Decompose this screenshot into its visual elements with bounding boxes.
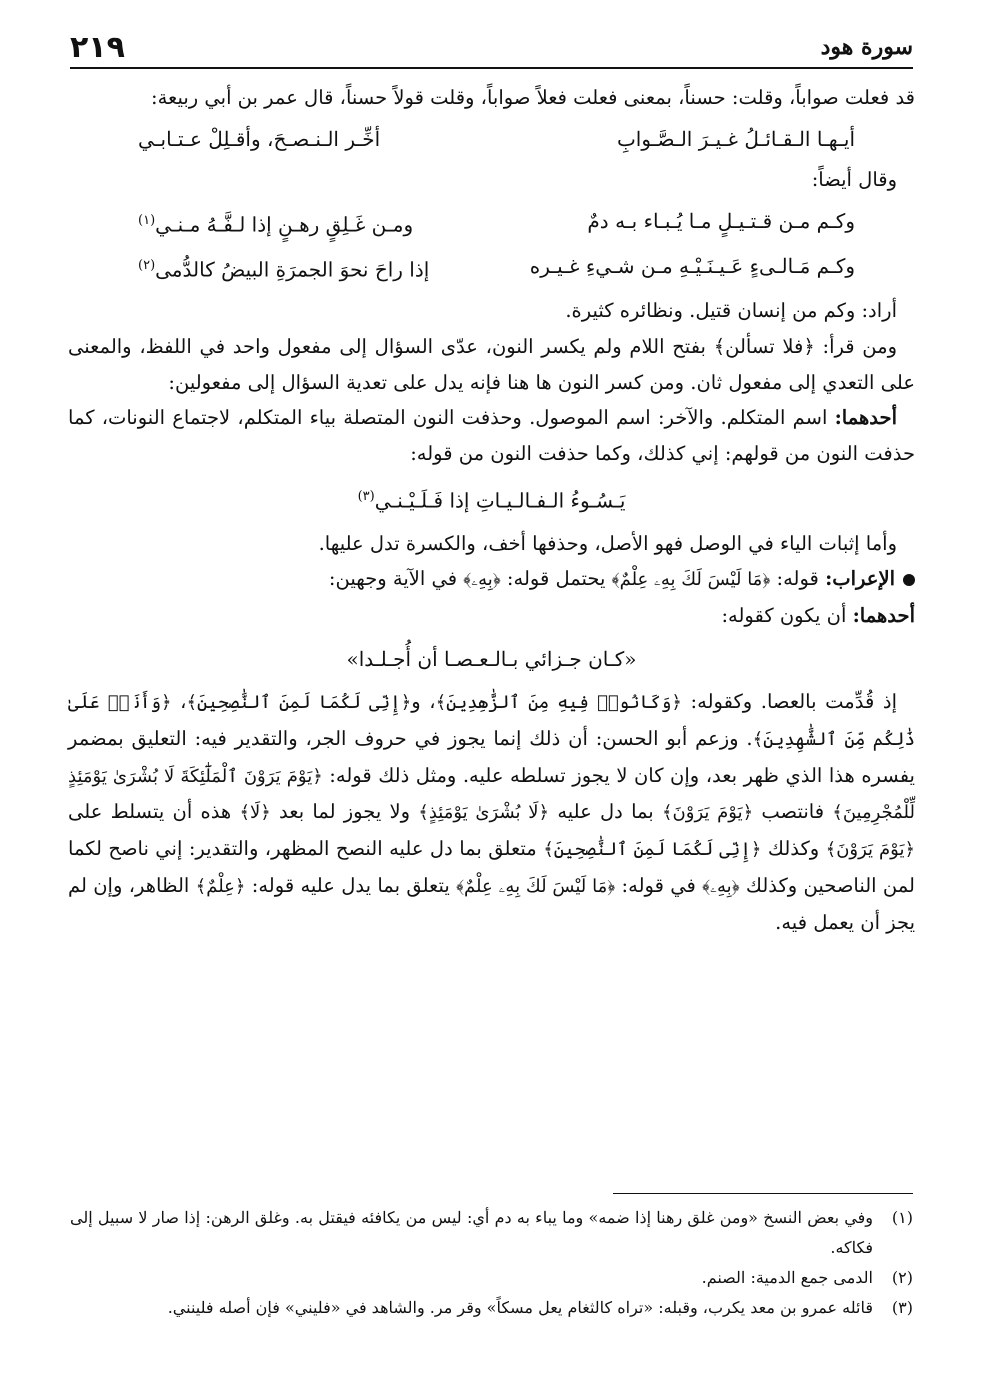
poetry-line <box>68 120 915 158</box>
footnote-marker[interactable]: (١) <box>138 212 156 228</box>
header-rule <box>70 67 913 69</box>
poetry-line: «كـان جـزائي بـالـعـصـا أن أُجـلـدا» <box>346 646 637 671</box>
paragraph-text: إذ قُدِّمت بالعصا. وكقوله: <box>681 689 897 713</box>
paragraph <box>68 598 915 634</box>
quran-quote: ﴿إِنِّى لَكُمَا لَمِنَ ٱلنَّٰصِحِينَ﴾ <box>186 691 412 713</box>
quran-quote: ﴿يَوْمَ يَرَوْنَ﴾ <box>661 802 754 824</box>
term-heading: أحدهما: <box>852 604 915 628</box>
quran-quote: ﴿بِهِۦ﴾ <box>702 875 740 897</box>
footnote-marker[interactable]: (٣) <box>357 488 375 504</box>
quran-quote: ﴿عِلْمٌ﴾ <box>195 875 246 897</box>
paragraph-text: ، و <box>411 689 436 713</box>
footnotes <box>70 1203 913 1323</box>
footnote-text: وفي بعض النسخ «ومن غلق رهنا إذا ضمه» وما يباء به دم أي: ليس من يكافئه فيقتل به. وغلق الرهن: إذا صار لا سبيل إلى فكاكه. <box>70 1208 873 1257</box>
paragraph-text: . وزعم أبو الحسن: أن ذلك إنما يجوز في حروف الجر، والتقدير فيه: التعليق بمضمر يفسره هذا الذي ظهر بعد، وإن كان لا يجوز تسلطه عليه. ومثل ذلك قوله: <box>68 726 915 787</box>
paragraph-text: بما دل عليه <box>549 800 662 824</box>
verse-text: يَـسُـوءُ الـفـالـيـاتِ إذا فَـلَـيْـنـي <box>374 488 626 513</box>
paragraph <box>68 561 915 598</box>
paragraph-text: أن يكون كقوله: <box>721 604 853 628</box>
footnote-marker[interactable]: (٢) <box>138 258 156 274</box>
quran-quote: ﴿مَا لَيْسَ لَكَ بِهِۦ عِلْمٌ﴾ <box>611 569 771 591</box>
quran-quote: ﴿لَا﴾ <box>239 802 271 824</box>
quran-quote: ﴿إِنِّى لَكُمَا لَمِنَ ٱلنَّٰصِحِينَ﴾ <box>543 839 762 861</box>
footnote-rule <box>613 1193 913 1194</box>
footnote-number: (٢) <box>891 1268 913 1287</box>
paragraph: أراد: وكم من إنسان قتيل. ونظائره كثيرة. <box>565 298 897 322</box>
paragraph-text: يتعلق بما يدل عليه قوله: <box>245 873 457 897</box>
quran-quote: ﴿وَأَنَا۠ عَلَىٰ ذَٰلِكُم مِّنَ ٱلشَّٰهِدِينَ﴾ <box>68 691 915 750</box>
paragraph: ومن قرأ: ﴿فلا تسألن﴾ بفتح اللام ولم يكسر النون، عدّى السؤال إلى مفعول واحد في اللفظ، والمعنى على التعدي إلى مفعول ثان. ومن كسر النون ها هنا فإنه يدل على تعدية السؤال إلى مفعولين: <box>68 334 915 394</box>
paragraph-text: في الآية وجهين: <box>328 567 464 591</box>
footnote-text: قائله عمرو بن معد يكرب، وقبله: «تراه كالثغام يعل مسكاً» وقر مر. والشاهد في «فليني» فإن أصله فلينني. <box>167 1298 873 1317</box>
paragraph <box>68 684 915 941</box>
quran-quote: ﴿لَا بُشْرَىٰ يَوْمَئِذٍ﴾ <box>418 802 550 824</box>
section-heading: الإعراب: <box>825 567 895 591</box>
verse-hemistich: وكـم مَـالـىءٍ عَـيـنَـيْـهِ مـن شـيءِ غـيـره <box>529 254 855 279</box>
term-heading: أحدهما: <box>834 406 897 430</box>
paragraph-text: اسم المتكلم. والآخر: اسم الموصول. وحذفت النون المتصلة بياء المتكلم، لاجتماع النونات، كما حذفت النون من قولهم: إني كذلك، وكما حذفت النون من قوله: <box>68 406 915 466</box>
paragraph: وأما إثبات الياء في الوصل فهو الأصل، وحذفها أخف، والكسرة تدل عليها. <box>318 531 897 555</box>
paragraph-text: هذه أن يتسلط على <box>68 800 240 824</box>
verse-text: ومـن غَـلِقٍ رهـنٍ إذا لـفَّـهُ مـنـي <box>155 212 414 237</box>
main-text <box>68 80 915 941</box>
footnote-number: (٣) <box>891 1298 913 1317</box>
footnote <box>70 1203 913 1263</box>
footnote <box>70 1293 913 1323</box>
footnote-text: الدمى جمع الدمية: الصنم. <box>701 1268 873 1287</box>
verse-hemistich <box>138 247 429 289</box>
footnote <box>70 1263 913 1293</box>
page-header <box>70 30 913 66</box>
quran-quote: ﴿مَا لَيْسَ لَكَ بِهِۦ عِلْمٌ﴾ <box>456 875 616 897</box>
paragraph-text: ، <box>171 689 187 713</box>
paragraph-text: يحتمل قوله: <box>500 567 612 591</box>
verse-hemistich: أيـهـا الـقـائـلُ غـيـرَ الـصَّـوابِ <box>616 126 855 151</box>
paragraph-text: فانتصب <box>753 800 833 824</box>
paragraph-text: الظاهر، وإن لم يجز أن يعمل فيه. <box>68 873 915 934</box>
surah-title: سورة هود <box>820 34 913 60</box>
paragraph: قد فعلت صواباً، وقلت: حسناً، بمعنى فعلت فعلاً صواباً، وقلت قولاً حسناً، قال عمر بن أبي ربيعة: <box>151 86 915 109</box>
paragraph-text: وكذلك <box>761 837 826 861</box>
paragraph: وقال أيضاً: <box>811 167 897 191</box>
quran-quote: ﴿يَوْمَ يَرَوْنَ﴾ <box>825 839 915 861</box>
poetry-line <box>68 247 915 289</box>
quran-quote: ﴿بِهِۦ﴾ <box>463 569 501 591</box>
paragraph-text: في قوله: <box>615 873 703 897</box>
page-number: ٢١٩ <box>70 30 125 65</box>
verse-hemistich: وكـم مـن قـتـيـلٍ مـا يُـبـاء بـه دمٌ <box>587 208 855 233</box>
paragraph-text: قوله: <box>770 567 826 591</box>
poetry-line <box>68 476 915 522</box>
verse-hemistich: أخِّـر الـنـصـحَ، وأقـلِلْ عـتـابـي <box>138 126 381 151</box>
verse-text: إذا راحَ نحوَ الجمرَةِ البيضُ كالدُّمى <box>155 257 430 282</box>
footnote-number: (١) <box>891 1208 913 1227</box>
verse-hemistich <box>138 202 413 244</box>
quran-quote: ﴿وَكَانُوا۟ فِيهِ مِنَ ٱلزَّٰهِدِينَ﴾ <box>435 691 682 713</box>
paragraph-text: متعلق بما دل عليه النصح المظهر، والتقدير: إني ناصح لكما لمن الناصحين وكذلك <box>68 837 915 897</box>
paragraph-text: ولا يجوز لما بعد <box>270 800 419 824</box>
quran-quote: ﴿يَوْمَ يَرَوْنَ ٱلْمَلَٰٓئِكَةَ لَا بُشْرَىٰ يَوْمَئِذٍ لِّلْمُجْرِمِينَ﴾ <box>68 765 916 824</box>
bullet-icon <box>903 574 915 586</box>
poetry-line <box>68 202 915 244</box>
paragraph <box>68 400 915 472</box>
